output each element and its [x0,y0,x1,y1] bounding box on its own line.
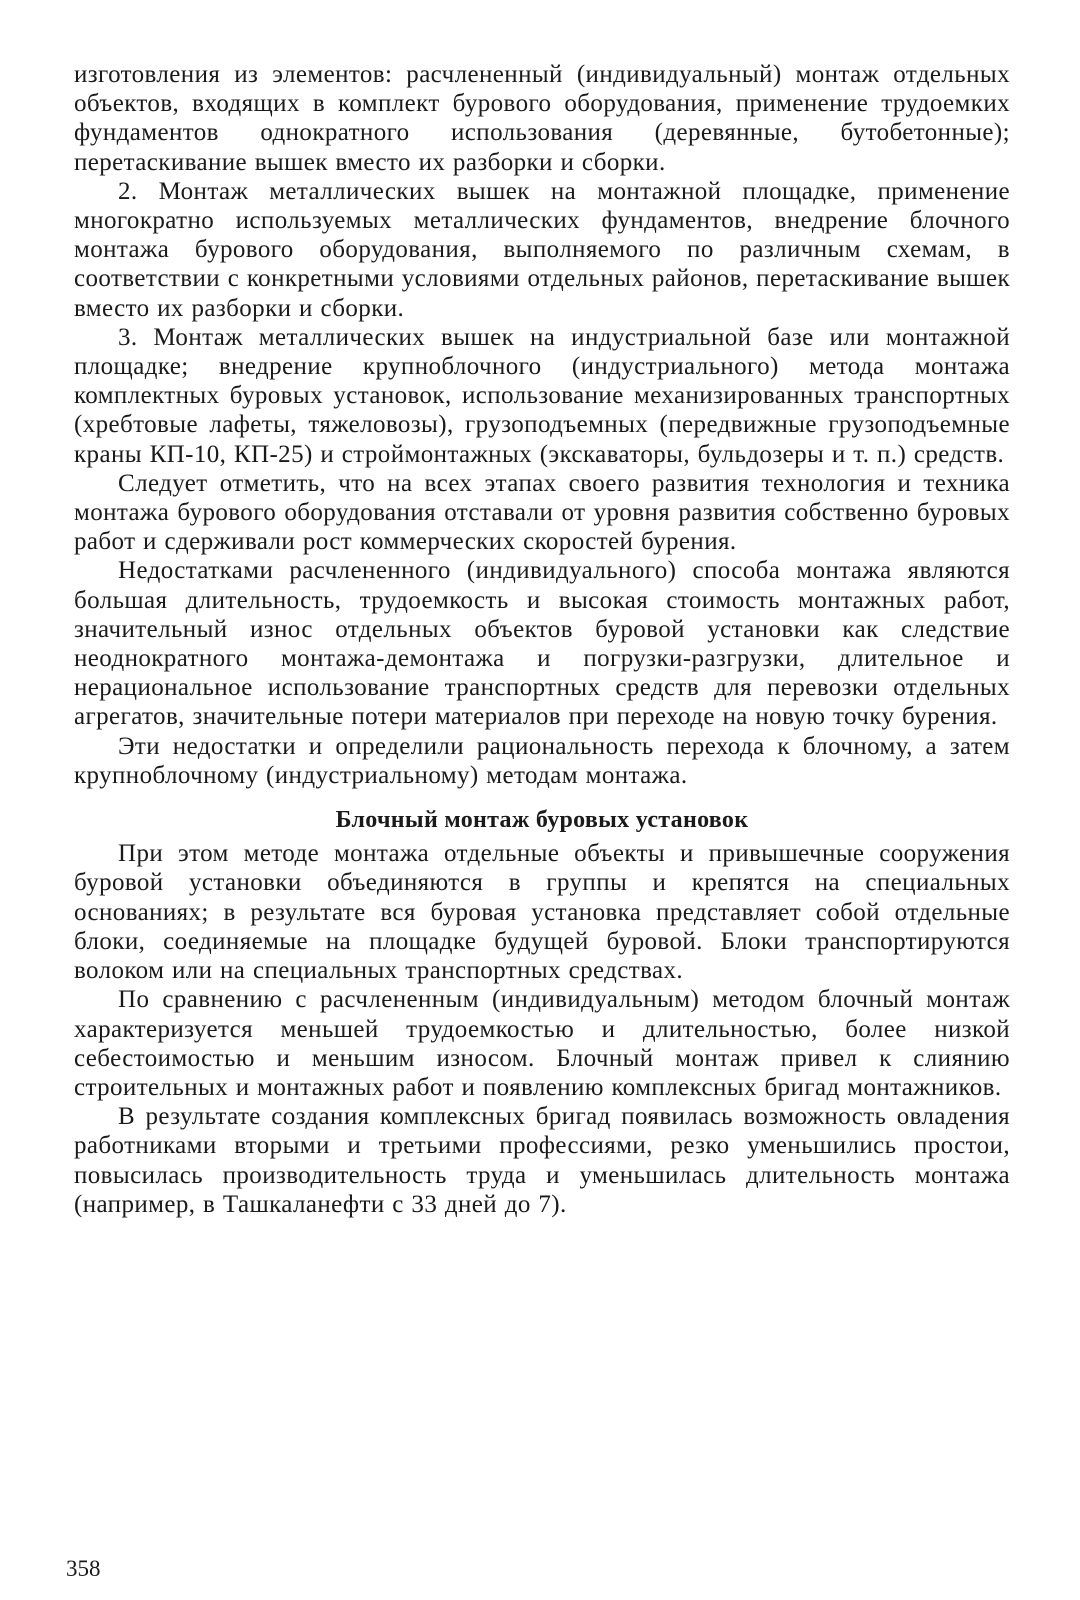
paragraph-intro-continuation: изготовления из элементов: расчлененный (индивидуальный) монтаж отдельных объектов, входящих в комплект бурового оборудования, применение трудоемких фундаментов однократного использования (деревянные, бутобетонные); перетаскивание вышек вместо их разборки и сборки. [74,61,1010,176]
document-page [74,60,1010,1219]
paragraph-transition: Эти недостатки и определили рациональность перехода к блочному, а затем крупноблочному (индустриальному) методам монтажа. [74,732,1010,789]
section-heading: Блочный монтаж буровых установок [335,807,749,834]
paragraph-item-2: 2. Монтаж металлических вышек на монтажной площадке, применение многократно используемых металлических фундаментов, внедрение блочного монтажа бурового оборудования, выполняемого по различным схемам, в соответствии с конкретными условиями отдельных районов, перетаскивание вышек вместо их разборки и сборки. [74,177,1010,322]
paragraph-block-method: При этом методе монтажа отдельные объекты и привышечные сооружения буровой установки объединяются в группы и крепятся на специальных основаниях; в результате вся буровая установка представляет собой отдельные блоки, соединяемые на площадке будущей буровой. Блоки транспортируются волоком или на специальных транспортных средствах. [74,840,1010,985]
paragraph-brigades: В результате создания комплексных бригад появилась возможность овладения работниками вторыми и третьими профессиями, резко уменьшились простои, повысилась производительность труда и уменьшилась длительность монтажа (например, в Ташкаланефти с 33 дней до 7). [74,1103,1010,1218]
paragraph-disadvantages: Недостатками расчлененного (индивидуального) способа монтажа являются большая длительность, трудоемкость и высокая стоимость монтажных работ, значительный износ отдельных объектов буровой установки как следствие неоднократного монтажа-демонтажа и погрузки-разгрузки, длительное и нерациональное использование транспортных средств для перевозки отдельных агрегатов, значительные потери материалов при переходе на новую точку бурения. [74,557,1010,731]
paragraph-item-3: 3. Монтаж металлических вышек на индустриальной базе или монтажной площадке; внедрение крупноблочного (индустриального) метода монтажа комплектных буровых установок, использование механизированных транспортных (хребтовые лафеты, тяжеловозы), грузоподъемных (передвижные грузоподъемные краны КП-10, КП-25) и строймонтажных (экскаваторы, бульдозеры и т. п.) средств. [74,323,1010,468]
page-number: 358 [66,1556,101,1581]
paragraph-technology-lag: Следует отметить, что на всех этапах своего развития технология и техника монтажа бурового оборудования отставали от уровня развития собственно буровых работ и сдерживали рост коммерческих скоростей бурения. [74,469,1010,556]
paragraph-comparison: По сравнению с расчлененным (индивидуальным) методом блочный монтаж характеризуется меньшей трудоемкостью и длительностью, более низкой себестоимостью и меньшим износом. Блочный монтаж привел к слиянию строительных и монтажных работ и появлению комплексных бригад монтажников. [74,986,1010,1101]
